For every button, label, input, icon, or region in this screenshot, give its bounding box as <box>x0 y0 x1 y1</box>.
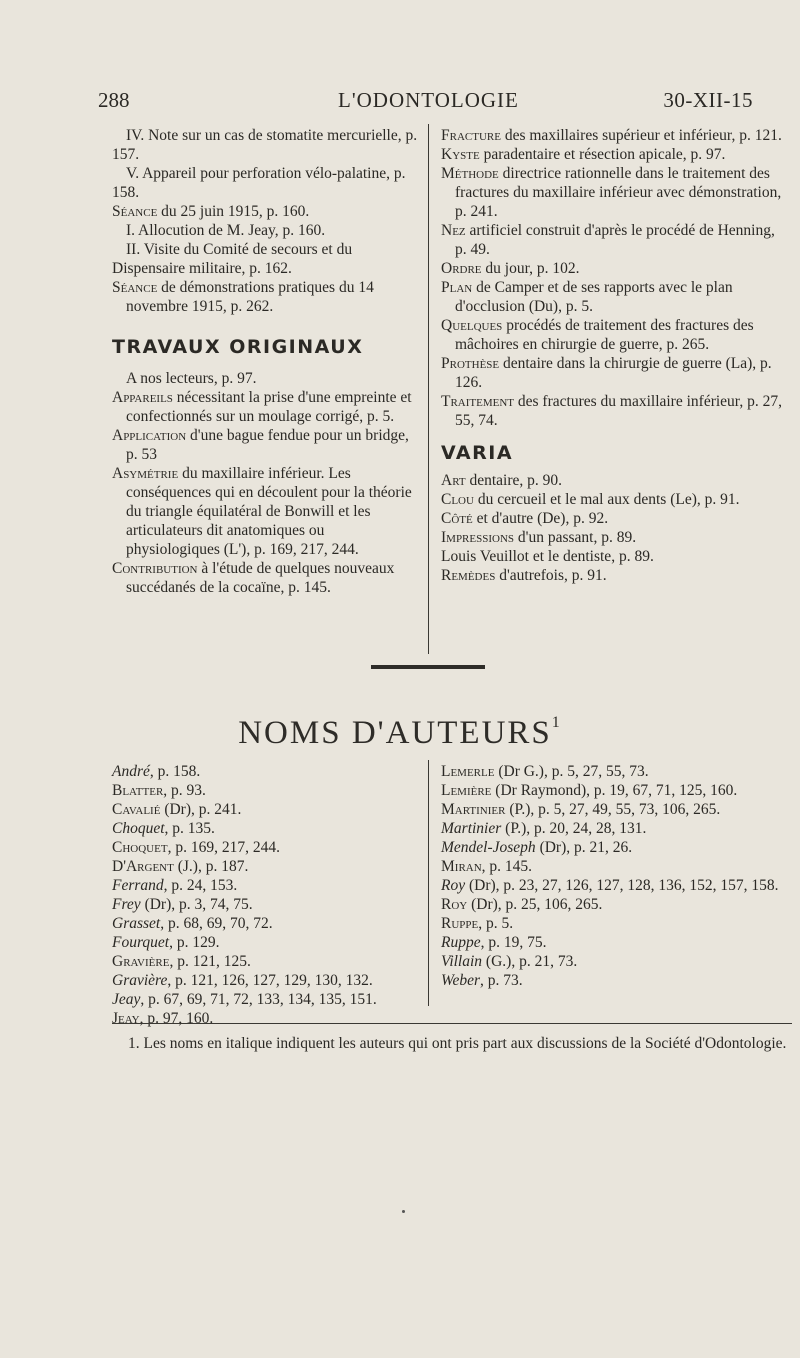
right-column-top <box>441 126 783 585</box>
footnote: 1. Les noms en italique indiquent les auteurs qui ont pris part aux discussions de la Société d'Odontologie. <box>128 1035 787 1052</box>
entry-keyword: Côté <box>441 510 473 527</box>
author-pages: , p. 145. <box>481 858 533 875</box>
index-entry <box>112 388 420 426</box>
entry-text: Louis Veuillot et le dentiste, p. 89. <box>441 548 654 565</box>
running-title: L'ODONTOLOGIE <box>338 88 519 112</box>
entry-keyword: Appareils <box>112 389 173 406</box>
index-entry <box>441 392 783 430</box>
entry-text: du cercueil et le mal aux dents (Le), p. 91. <box>473 491 740 508</box>
entry-text: à l'étude de quelques nouveaux succédanés de la cocaïne, p. 145. <box>126 560 395 596</box>
left-column-top <box>112 126 420 597</box>
author-pages: (J.), p. 187. <box>173 858 249 875</box>
index-entry <box>112 202 420 221</box>
travaux-originaux-entries <box>112 369 420 597</box>
author-name: D'Argent <box>112 858 174 875</box>
author-pages: (Dr), p. 3, 74, 75. <box>140 896 253 913</box>
entry-keyword: Remèdes <box>441 567 496 584</box>
left-top-entries <box>112 126 420 316</box>
author-entry <box>112 800 440 819</box>
entry-keyword: Prothèse <box>441 355 500 372</box>
entry-text: A nos lecteurs, p. 97. <box>126 370 257 387</box>
entry-text: II. Visite du Comité de secours et du Dispensaire militaire, p. 162. <box>112 241 353 277</box>
author-entry <box>441 876 783 895</box>
index-entry <box>112 464 420 559</box>
entry-text: procédés de traitement des fractures des mâchoires en chirurgie de guerre, p. 265. <box>455 317 754 353</box>
author-pages: , p. 135. <box>164 820 215 837</box>
author-entry <box>441 838 783 857</box>
index-entry <box>112 426 420 464</box>
author-entry <box>112 971 440 990</box>
section-title-varia: VARIA <box>441 442 514 464</box>
entry-keyword: Kyste <box>441 146 480 163</box>
section-separator <box>371 665 485 669</box>
author-entry <box>112 1009 440 1028</box>
entry-text: de démonstrations pratiques du 14 novembre 1915, p. 262. <box>126 279 374 315</box>
index-entry <box>441 490 783 509</box>
author-entry <box>112 857 440 876</box>
author-name: Gravière <box>112 953 170 970</box>
author-name: Jeay <box>112 991 141 1008</box>
index-entry <box>112 559 420 597</box>
author-entry <box>441 933 783 952</box>
entry-keyword: Séance <box>112 279 158 296</box>
index-entry <box>441 316 783 354</box>
entry-keyword: Asymétrie <box>112 465 179 482</box>
entry-text: dentaire dans la chirurgie de guerre (La), p. 126. <box>455 355 772 391</box>
author-name: Roy <box>441 896 468 913</box>
entry-keyword: Ordre <box>441 260 482 277</box>
author-pages: , p. 93. <box>163 782 206 799</box>
page-number: 288 <box>98 88 130 112</box>
entry-keyword: Impressions <box>441 529 515 546</box>
author-entry <box>441 971 783 990</box>
author-name: André <box>112 763 150 780</box>
author-name: Blatter <box>112 782 164 799</box>
author-pages: , p. 24, 153. <box>163 877 238 894</box>
author-name: Gravière <box>112 972 168 989</box>
page-header <box>98 88 753 118</box>
authors-title: NOMS D'AUTEURS <box>238 715 552 751</box>
author-name: Ruppe <box>441 934 481 951</box>
entry-text: de Camper et de ses rapports avec le plan d'occlusion (Du), p. 5. <box>455 279 733 315</box>
entry-keyword: Traitement <box>441 393 515 410</box>
index-entry <box>441 145 783 164</box>
entry-text: du 25 juin 1915, p. 160. <box>157 203 310 220</box>
author-entry <box>112 952 440 971</box>
author-entry <box>441 952 783 971</box>
author-name: Cavalié <box>112 801 161 818</box>
footnote-marker: 1 <box>551 714 562 731</box>
header-date: 30-XII-15 <box>663 88 753 112</box>
index-entry <box>441 354 783 392</box>
author-entry <box>112 819 440 838</box>
entry-keyword: Fracture <box>441 127 501 144</box>
author-name: Martinier <box>441 820 502 837</box>
entry-text: IV. Note sur un cas de stomatite mercurielle, p. 157. <box>112 127 418 163</box>
author-name: Choquet <box>112 820 165 837</box>
entry-keyword: Méthode <box>441 165 499 182</box>
index-entry <box>441 566 783 585</box>
index-entry <box>441 471 783 490</box>
entry-text: I. Allocution de M. Jeay, p. 160. <box>126 222 326 239</box>
entry-text: directrice rationnelle dans le traitement des fractures du maxillaire inférieur avec démonstration, p. 241. <box>455 165 782 220</box>
author-pages: (Dr G.), p. 5, 27, 55, 73. <box>494 763 649 780</box>
entry-keyword: Séance <box>112 203 158 220</box>
index-entry <box>441 126 783 145</box>
entry-text: des fractures du maxillaire inférieur, p. 27, 55, 74. <box>455 393 782 429</box>
author-pages: (Dr), p. 23, 27, 126, 127, 128, 136, 152, 157, 158. <box>465 877 779 894</box>
author-pages: (Dr Raymond), p. 19, 67, 71, 125, 160. <box>491 782 738 799</box>
author-entry <box>112 933 440 952</box>
entry-text: d'une bague fendue pour un bridge, p. 53 <box>126 427 409 463</box>
author-pages: , p. 73. <box>480 972 523 989</box>
index-entry <box>441 509 783 528</box>
index-entry <box>441 528 783 547</box>
author-pages: (P.), p. 20, 24, 28, 131. <box>501 820 647 837</box>
author-name: Fourquet <box>112 934 170 951</box>
index-entry <box>441 259 783 278</box>
author-name: Grasset <box>112 915 161 932</box>
author-name: Ferrand <box>112 877 164 894</box>
author-pages: , p. 67, 69, 71, 72, 133, 134, 135, 151. <box>140 991 377 1008</box>
author-entry <box>441 895 783 914</box>
author-entry <box>441 781 783 800</box>
author-entry <box>112 781 440 800</box>
index-entry <box>441 221 783 259</box>
entry-text: V. Appareil pour perforation vélo-palatine, p. 158. <box>112 165 406 201</box>
author-name: Mendel-Joseph <box>441 839 536 856</box>
index-entry <box>112 221 420 240</box>
index-entry <box>112 126 420 164</box>
index-entry <box>441 164 783 221</box>
index-entry <box>441 278 783 316</box>
author-pages: (Dr), p. 25, 106, 265. <box>467 896 603 913</box>
author-entry <box>441 914 783 933</box>
author-name: Frey <box>112 896 141 913</box>
entry-keyword: Application <box>112 427 187 444</box>
author-pages: , p. 121, 125. <box>169 953 251 970</box>
entry-text: d'un passant, p. 89. <box>514 529 637 546</box>
author-entry <box>112 914 440 933</box>
author-entry <box>441 800 783 819</box>
author-name: Miran <box>441 858 482 875</box>
author-name: Martinier <box>441 801 506 818</box>
index-entry <box>441 547 783 566</box>
authors-right-column <box>441 762 783 990</box>
author-name: Lemerle <box>441 763 495 780</box>
right-top-entries <box>441 126 783 430</box>
author-pages: , p. 129. <box>169 934 220 951</box>
entry-text: paradentaire et résection apicale, p. 97. <box>479 146 726 163</box>
entry-keyword: Art <box>441 472 466 489</box>
author-name: Ruppe <box>441 915 479 932</box>
author-pages: , p. 121, 126, 127, 129, 130, 132. <box>167 972 373 989</box>
page-dot <box>402 1210 405 1213</box>
entry-text: d'autrefois, p. 91. <box>495 567 607 584</box>
author-entry <box>112 876 440 895</box>
author-pages: , p. 169, 217, 244. <box>167 839 280 856</box>
index-entry <box>112 164 420 202</box>
entry-keyword: Plan <box>441 279 473 296</box>
author-pages: , p. 97, 160. <box>139 1010 214 1027</box>
author-name: Lemière <box>441 782 492 799</box>
author-pages: (G.), p. 21, 73. <box>482 953 578 970</box>
author-entry <box>112 762 440 781</box>
author-name: Weber <box>441 972 481 989</box>
entry-text: du maxillaire inférieur. Les conséquences qui en découlent pour la théorie du triangle équilatéral de Bonwill et les articulateurs dit anatomiques ou physiologiques (L'), p. 169, 217, 244. <box>126 465 412 558</box>
author-pages: (Dr), p. 21, 26. <box>535 839 633 856</box>
author-entry <box>112 990 440 1009</box>
section-title-travaux-originaux: TRAVAUX ORIGINAUX <box>112 336 364 358</box>
author-pages: , p. 158. <box>149 763 201 780</box>
author-pages: (Dr), p. 241. <box>160 801 242 818</box>
author-pages: , p. 19, 75. <box>480 934 547 951</box>
varia-entries <box>441 471 783 585</box>
entry-text: nécessitant la prise d'une empreinte et confectionnés sur un moulage corrigé, p. 5. <box>126 389 412 425</box>
authors-heading <box>0 714 800 752</box>
entry-keyword: Nez <box>441 222 466 239</box>
index-entry <box>112 369 420 388</box>
index-entry <box>112 278 420 316</box>
entry-text: et d'autre (De), p. 92. <box>472 510 609 527</box>
entry-keyword: Quelques <box>441 317 503 334</box>
authors-left-column <box>112 762 440 1028</box>
entry-text: artificiel construit d'après le procédé de Henning, p. 49. <box>455 222 775 258</box>
author-name: Villain <box>441 953 483 970</box>
author-entry <box>112 895 440 914</box>
author-entry <box>441 819 783 838</box>
author-pages: , p. 5. <box>478 915 514 932</box>
entry-text: des maxillaires supérieur et inférieur, p. 121. <box>500 127 782 144</box>
author-name: Roy <box>441 877 466 894</box>
entry-keyword: Contribution <box>112 560 198 577</box>
column-divider-top <box>428 124 429 654</box>
author-pages: (P.), p. 5, 27, 49, 55, 73, 106, 265. <box>505 801 721 818</box>
entry-text: dentaire, p. 90. <box>465 472 563 489</box>
author-pages: , p. 68, 69, 70, 72. <box>160 915 273 932</box>
entry-text: du jour, p. 102. <box>481 260 580 277</box>
footnote-rule <box>112 1023 792 1024</box>
index-entry <box>112 240 420 278</box>
entry-keyword: Clou <box>441 491 474 508</box>
author-entry <box>112 838 440 857</box>
author-entry <box>441 762 783 781</box>
author-name: Jeay <box>112 1010 140 1027</box>
author-entry <box>441 857 783 876</box>
author-name: Choquet <box>112 839 168 856</box>
